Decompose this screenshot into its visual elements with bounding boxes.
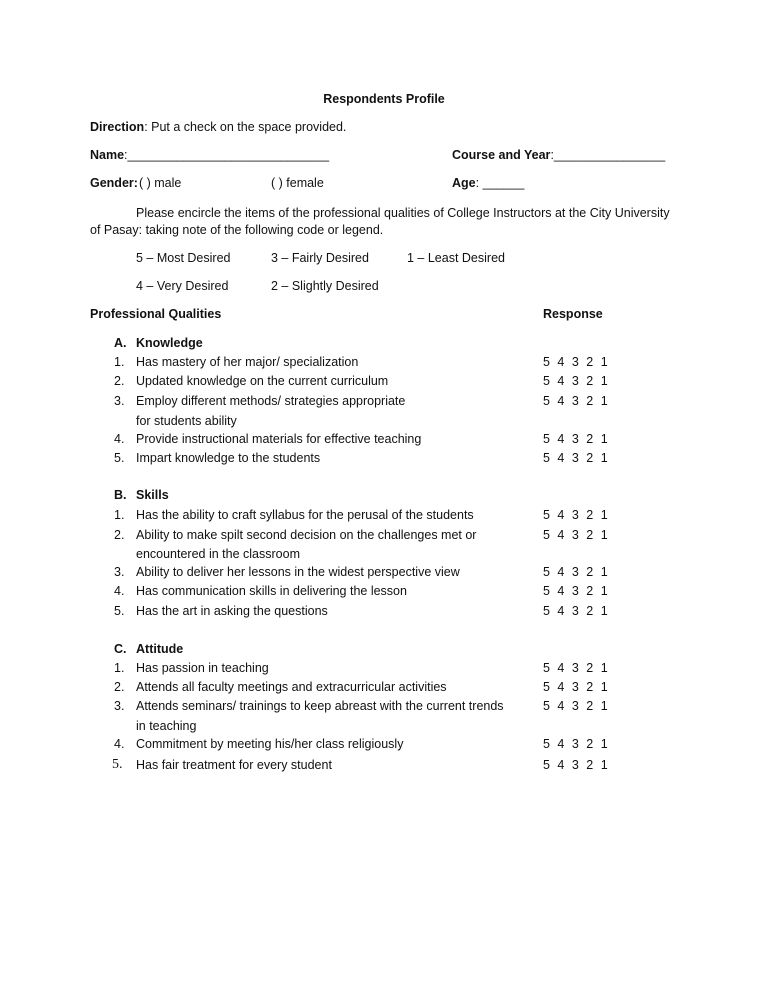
response-scale[interactable]: 5 4 3 2 1 xyxy=(543,394,608,408)
name-field[interactable] xyxy=(90,147,329,163)
gender-male-option[interactable]: ( ) male xyxy=(139,176,182,190)
item-number: 2. xyxy=(114,528,125,542)
item-text: Provide instructional materials for effective teaching xyxy=(136,432,422,446)
response-scale[interactable]: 5 4 3 2 1 xyxy=(543,355,608,369)
item-text: Updated knowledge on the current curriculum xyxy=(136,374,389,388)
response-scale[interactable]: 5 4 3 2 1 xyxy=(543,374,608,388)
legend-slightly-desired: 2 – Slightly Desired xyxy=(271,279,379,293)
response-scale[interactable]: 5 4 3 2 1 xyxy=(543,508,608,522)
instruction-line-1: Please encircle the items of the professional qualities of College Instructors at the City University xyxy=(136,206,670,220)
gender-female-option[interactable]: ( ) female xyxy=(271,176,324,190)
response-scale[interactable]: 5 4 3 2 1 xyxy=(543,565,608,579)
item-number: 2. xyxy=(114,680,125,694)
item-number: 4. xyxy=(114,584,125,598)
item-text: Commitment by meeting his/her class religiously xyxy=(136,737,404,751)
item-number: 1. xyxy=(114,508,125,522)
item-number: 1. xyxy=(114,661,125,675)
item-number: 3. xyxy=(114,565,125,579)
age-blank: : ______ xyxy=(475,176,525,190)
section-letter-a: A. xyxy=(114,336,127,350)
course-year-blank: :________________ xyxy=(550,148,666,162)
age-label: Age xyxy=(452,176,476,190)
instruction-line-2: of Pasay: taking note of the following code or legend. xyxy=(90,223,384,237)
item-text: Has communication skills in delivering the lesson xyxy=(136,584,407,598)
response-scale[interactable]: 5 4 3 2 1 xyxy=(543,604,608,618)
item-text: Impart knowledge to the students xyxy=(136,451,321,465)
item-number: 4. xyxy=(114,432,125,446)
item-text: Has fair treatment for every student xyxy=(136,758,332,772)
item-text: Ability to make spilt second decision on the challenges met or xyxy=(136,528,477,542)
section-letter-c: C. xyxy=(114,642,127,656)
item-text: Has the art in asking the questions xyxy=(136,604,328,618)
response-scale[interactable]: 5 4 3 2 1 xyxy=(543,699,608,713)
section-title-knowledge: Knowledge xyxy=(136,336,203,350)
legend-very-desired: 4 – Very Desired xyxy=(136,279,229,293)
response-scale[interactable]: 5 4 3 2 1 xyxy=(543,661,608,675)
item-text: Has passion in teaching xyxy=(136,661,269,675)
section-title-attitude: Attitude xyxy=(136,642,184,656)
name-label: Name xyxy=(90,148,125,162)
item-text-continuation: encountered in the classroom xyxy=(136,547,300,561)
page-title: Respondents Profile xyxy=(323,92,445,106)
direction-text: : Put a check on the space provided. xyxy=(144,120,347,134)
response-scale[interactable]: 5 4 3 2 1 xyxy=(543,758,608,772)
name-blank: :_____________________________ xyxy=(124,148,330,162)
direction-line xyxy=(90,119,346,135)
item-text: Attends all faculty meetings and extracurricular activities xyxy=(136,680,447,694)
item-number: 5. xyxy=(114,451,125,465)
item-text: Has the ability to craft syllabus for the perusal of the students xyxy=(136,508,474,522)
gender-label: Gender: xyxy=(90,176,138,190)
response-scale[interactable]: 5 4 3 2 1 xyxy=(543,528,608,542)
legend-least-desired: 1 – Least Desired xyxy=(407,251,505,265)
response-scale[interactable]: 5 4 3 2 1 xyxy=(543,584,608,598)
item-number: 3. xyxy=(114,394,125,408)
item-text: Has mastery of her major/ specialization xyxy=(136,355,359,369)
course-year-label: Course and Year xyxy=(452,148,551,162)
response-scale[interactable]: 5 4 3 2 1 xyxy=(543,432,608,446)
direction-label: Direction xyxy=(90,120,145,134)
response-scale[interactable]: 5 4 3 2 1 xyxy=(543,680,608,694)
item-text-continuation: in teaching xyxy=(136,719,197,733)
response-scale[interactable]: 5 4 3 2 1 xyxy=(543,451,608,465)
item-text: Employ different methods/ strategies appropriate xyxy=(136,394,406,408)
item-text: Ability to deliver her lessons in the widest perspective view xyxy=(136,565,460,579)
item-number: 1. xyxy=(114,355,125,369)
section-title-skills: Skills xyxy=(136,488,169,502)
item-text: Attends seminars/ trainings to keep abreast with the current trends xyxy=(136,699,504,713)
course-year-field[interactable] xyxy=(452,147,665,163)
item-number: 5. xyxy=(112,757,123,772)
section-letter-b: B. xyxy=(114,488,127,502)
response-scale[interactable]: 5 4 3 2 1 xyxy=(543,737,608,751)
item-number: 4. xyxy=(114,737,125,751)
response-header: Response xyxy=(543,307,603,321)
item-text-continuation: for students ability xyxy=(136,414,237,428)
item-number: 2. xyxy=(114,374,125,388)
professional-qualities-header: Professional Qualities xyxy=(90,307,222,321)
legend-fairly-desired: 3 – Fairly Desired xyxy=(271,251,369,265)
legend-most-desired: 5 – Most Desired xyxy=(136,251,231,265)
item-number: 5. xyxy=(114,604,125,618)
item-number: 3. xyxy=(114,699,125,713)
age-field[interactable] xyxy=(452,175,524,191)
